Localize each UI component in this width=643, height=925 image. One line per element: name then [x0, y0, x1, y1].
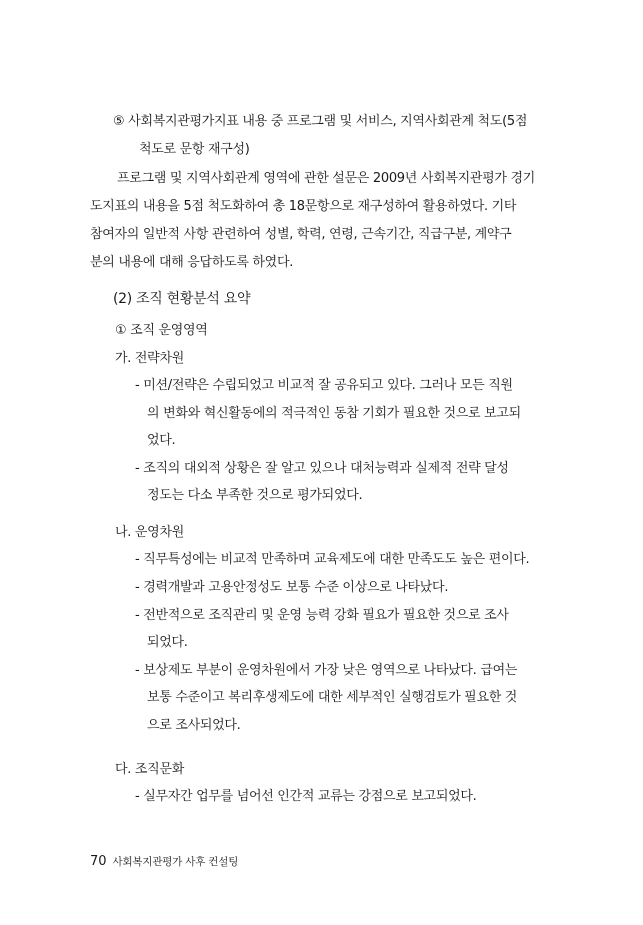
bullet-line: - 미션/전략은 수립되었고 비교적 잘 공유되고 있다. 그러나 모든 직원 [135, 378, 513, 393]
page-footer [90, 850, 238, 869]
bullet-line: - 보상제도 부분이 운영차원에서 가장 낮은 영역으로 나타났다. 급여는 [135, 663, 518, 678]
text-line: ⑤ 사회복지관평가지표 내용 중 프로그램 및 서비스, 지역사회관계 척도(5점 [113, 114, 528, 129]
subsection-heading: ① 조직 운영영역 [115, 323, 208, 338]
section-heading: (2) 조직 현황분석 요약 [113, 291, 251, 307]
text-line: 참여자의 일반적 사항 관련하여 성별, 학력, 연령, 근속기간, 직급구분, 계약구 [90, 227, 512, 242]
running-title: 사회복지관평가 사후 컨설팅 [112, 856, 239, 868]
text-line: 정도는 다소 부족한 것으로 평가되었다. [147, 488, 363, 503]
text-line: 었다. [147, 433, 176, 448]
text-line: 으로 조사되었다. [147, 718, 241, 733]
item-heading: 가. 전략차원 [115, 351, 184, 366]
item-heading: 나. 운영차원 [115, 525, 184, 540]
item-heading: 다. 조직문화 [115, 762, 184, 777]
text-line: 분의 내용에 대해 응답하도록 하였다. [90, 255, 294, 270]
text-line: 의 변화와 혁신활동에의 적극적인 동참 기회가 필요한 것으로 보고되 [147, 406, 521, 421]
bullet-line: - 직무특성에는 비교적 만족하며 교육제도에 대한 만족도도 높은 편이다. [135, 552, 530, 567]
bullet-line: - 조직의 대외적 상황은 잘 알고 있으나 대처능력과 실제적 전략 달성 [135, 461, 509, 476]
text-line: 프로그램 및 지역사회관계 영역에 관한 설문은 2009년 사회복지관평가 경기 [117, 171, 536, 186]
page-number: 70 [90, 854, 107, 869]
bullet-line: - 실무자간 업무를 넘어선 인간적 교류는 강점으로 보고되었다. [135, 789, 477, 804]
text-line: 보통 수준이고 복리후생제도에 대한 세부적인 실행검토가 필요한 것 [147, 690, 518, 705]
bullet-line: - 경력개발과 고용안정성도 보통 수준 이상으로 나타났다. [135, 580, 449, 595]
text-line: 척도로 문항 재구성) [139, 142, 250, 157]
text-line: 되었다. [147, 635, 188, 650]
bullet-line: - 전반적으로 조직관리 및 운영 능력 강화 필요가 필요한 것으로 조사 [135, 608, 509, 623]
text-line: 도지표의 내용을 5점 척도화하여 총 18문항으로 재구성하여 활용하였다. 기타 [90, 199, 517, 214]
